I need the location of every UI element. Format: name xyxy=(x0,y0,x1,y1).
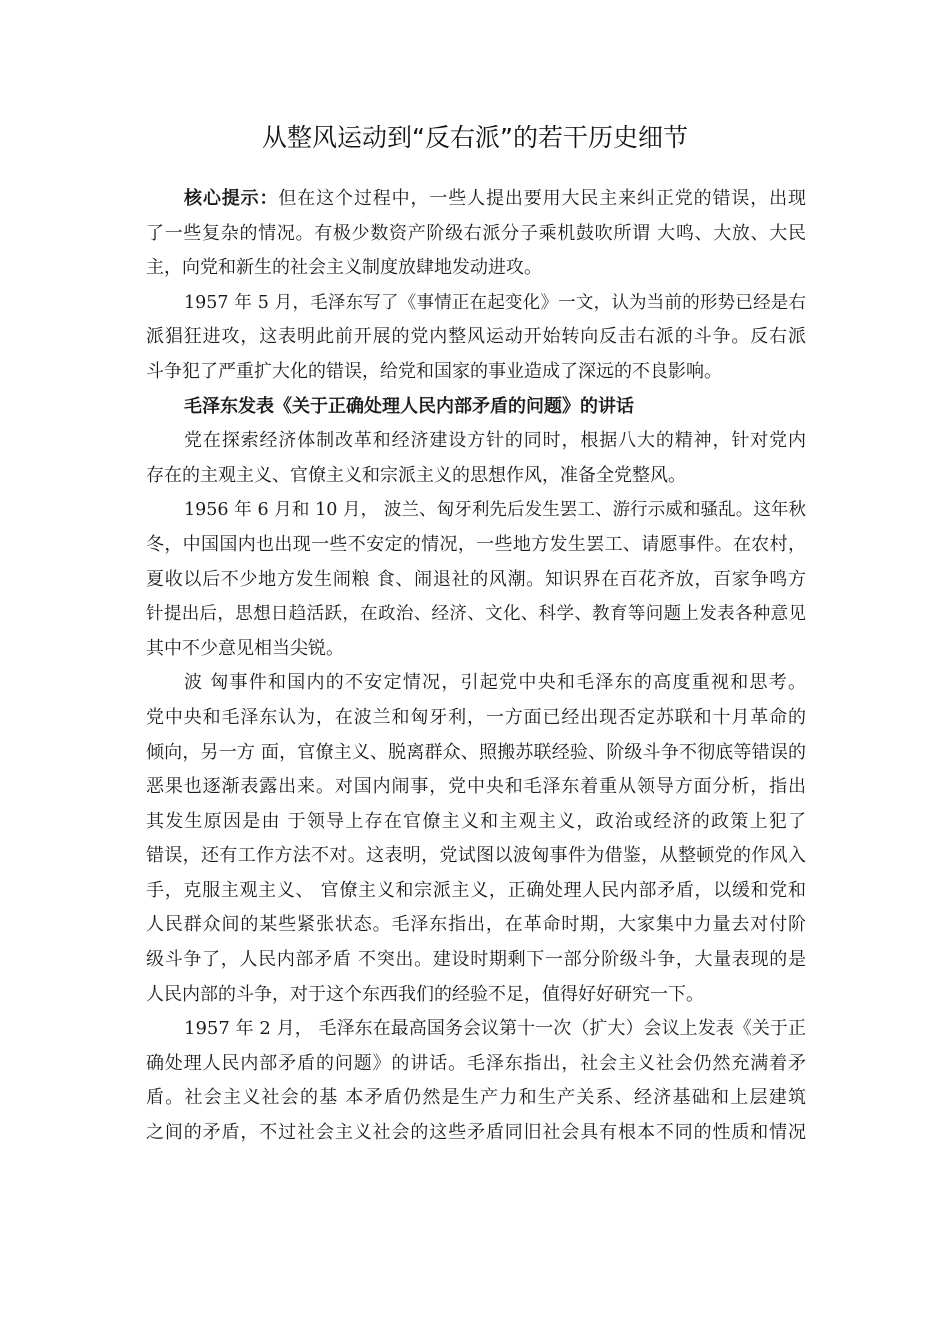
paragraph-line: 存在的主观主义、官僚主义和宗派主义的思想作风，准备全党整风。 xyxy=(146,464,686,486)
paragraph-3 xyxy=(146,493,806,666)
summary-paragraph xyxy=(146,182,806,286)
summary-line: 了一些复杂的情况。有极少数资产阶级右派分子乘机鼓吹所谓 大鸣、大放、大民 xyxy=(146,222,806,244)
document-title: 从整风运动到“反右派”的若干历史细节 xyxy=(262,123,688,152)
paragraph-line: 其中不少意见相当尖锐。 xyxy=(146,637,344,659)
paragraph-line: 针提出后，思想日趋活跃，在政治、经济、文化、科学、教育等问题上发表各种意见 xyxy=(146,604,806,625)
summary-text: 但在这个过程中，一些人提出要用大民主来纠正党的错误，出现 xyxy=(278,188,806,209)
paragraph-2 xyxy=(146,424,806,493)
summary-line: 主，向党和新生的社会主义制度放肆地发动进攻。 xyxy=(146,257,542,279)
paragraph-line: 盾。社会主义社会的基 本矛盾仍然是生产力和生产关系、经济基础和上层建筑 xyxy=(146,1087,806,1109)
summary-label: 核心提示： xyxy=(184,188,279,209)
paragraph-line: 其发生原因是由 于领导上存在官僚主义和主观主义，政治或经济的政策上犯了 xyxy=(146,810,806,832)
paragraph-line: 派猖狂进攻，这表明此前开展的党内整风运动开始转向反击右派的斗争。反右派 xyxy=(146,326,806,348)
paragraph-line: 1956 年 6 月和 10 月， 波兰、匈牙利先后发生罢工、游行示威和骚乱。这年秋 xyxy=(184,500,806,521)
paragraph-line: 1957 年 2 月， 毛泽东在最高国务会议第十一次（扩大）会议上发表《关于正 xyxy=(184,1018,806,1040)
paragraph-line: 党在探索经济体制改革和经济建设方针的同时，根据八大的精神，针对党内 xyxy=(184,430,806,452)
paragraph-line: 人民群众间的某些紧张状态。毛泽东指出，在革命时期，大家集中力量去对付阶 xyxy=(146,914,806,936)
paragraph-line: 之间的矛盾，不过社会主义社会的这些矛盾同旧社会具有根本不同的性质和情况 xyxy=(146,1122,806,1144)
paragraph-line: 级斗争了，人民内部矛盾 不突出。建设时期剩下一部分阶级斗争，大量表现的是 xyxy=(146,949,806,971)
paragraph-line: 倾向，另一方 面，官僚主义、脱离群众、照搬苏联经验、阶级斗争不彻底等错误的 xyxy=(146,741,806,763)
paragraph-line: 波 匈事件和国内的不安定情况，引起党中央和毛泽东的高度重视和思考。 xyxy=(184,672,806,694)
paragraph-line: 1957 年 5 月，毛泽东写了《事情正在起变化》一文，认为当前的形势已经是右 xyxy=(184,292,806,313)
paragraph-line: 斗争犯了严重扩大化的错误，给党和国家的事业造成了深远的不良影响。 xyxy=(146,360,722,382)
paragraph-line: 恶果也逐渐表露出来。对国内闹事，党中央和毛泽东着重从领导方面分析，指出 xyxy=(146,776,806,798)
paragraph-line: 错误，还有工作方法不对。这表明，党试图以波匈事件为借鉴，从整顿党的作风入 xyxy=(146,845,806,867)
paragraph-4 xyxy=(146,666,806,1012)
section-subheading: 毛泽东发表《关于正确处理人民内部矛盾的问题》的讲话 xyxy=(184,395,634,417)
paragraph-1 xyxy=(146,286,806,390)
paragraph-5 xyxy=(146,1012,806,1150)
paragraph-line: 党中央和毛泽东认为，在波兰和匈牙利，一方面已经出现否定苏联和十月革命的 xyxy=(146,706,806,728)
paragraph-line: 人民内部的斗争，对于这个东西我们的经验不足，值得好好研究一下。 xyxy=(146,983,704,1005)
summary-line xyxy=(146,182,806,217)
paragraph-line: 冬，中国国内也出现一些不安定的情况，一些地方发生罢工、请愿事件。在农村， xyxy=(146,533,806,555)
paragraph-line: 夏收以后不少地方发生闹粮 食、闹退社的风潮。知识界在百花齐放，百家争鸣方 xyxy=(146,568,806,590)
paragraph-line: 手，克服主观主义、 官僚主义和宗派主义，正确处理人民内部矛盾，以缓和党和 xyxy=(146,879,806,901)
paragraph-line: 确处理人民内部矛盾的问题》的讲话。毛泽东指出，社会主义社会仍然充满着矛 xyxy=(146,1052,806,1074)
document-body xyxy=(146,182,806,1151)
